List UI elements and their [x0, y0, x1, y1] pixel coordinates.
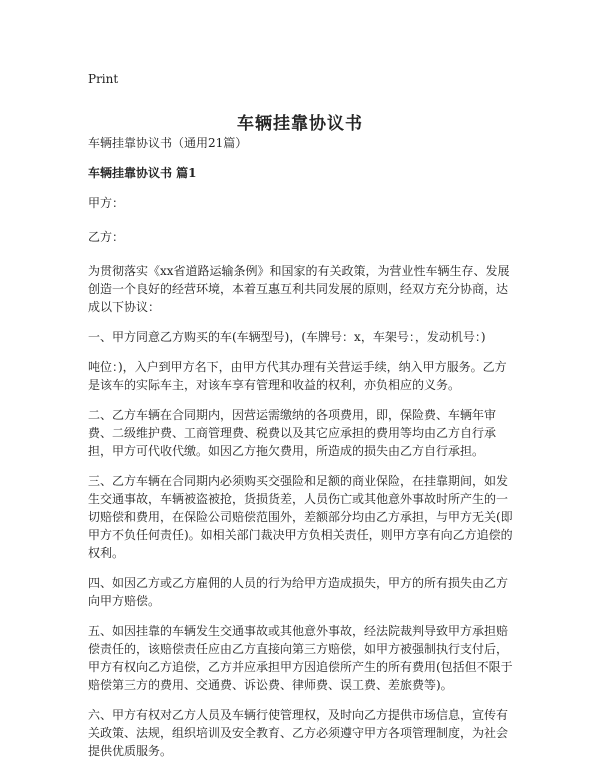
paragraph-clause-5: 五、如因挂靠的车辆发生交通事故或其他意外事故，经法院裁判导致甲方承担赔偿责任的，该赔偿责任应由乙方直接向第三方赔偿，如甲方被强制执行支付后，甲方有权向乙方追偿，乙方并应承担甲方因追偿所产生的所有费用(包括但不限于赔偿第三方的费用、交通费、诉讼费、律师费、误工费、差旅费等)。: [88, 624, 513, 692]
party-a-line: 甲方：: [88, 196, 125, 210]
document-body: [88, 134, 514, 772]
document-subtitle: 车辆挂靠协议书（通用21篇）: [88, 136, 248, 150]
paragraph-clause-4: 四、如因乙方或乙方雇佣的人员的行为给甲方造成损失，甲方的所有损失由乙方向甲方赔偿。: [88, 576, 509, 608]
paragraph-clause-3: 三、乙方车辆在合同期内必须购买交强险和足额的商业保险，在挂靠期间，如发生交通事故，车辆被盗被抢，货损货差，人员伤亡或其他意外事故时所产生的一切赔偿和费用，在保险公司赔偿范围外，差额部分均由乙方承担，与甲方无关(即甲方不负任何责任)。如相关部门裁决甲方负相关责任，则甲方享有向乙方追偿的权利。: [88, 474, 513, 560]
page-title: 车辆挂靠协议书: [237, 114, 363, 135]
party-b-line: 乙方：: [88, 230, 125, 244]
paragraph-clause-1: 一、甲方同意乙方购买的车(车辆型号)，(车牌号：x，车架号：，发动机号：): [88, 330, 486, 344]
print-link[interactable]: Print: [88, 72, 119, 86]
paragraph-intro: 为贯彻落实《xx省道路运输条例》和国家的有关政策，为营业性车辆生存、发展创造一个良好的经营环境，本着互惠互利共同发展的原则，经双方充分协商，达成以下协议：: [88, 264, 510, 314]
paragraph-clause-1-cont: 吨位：)，入户到甲方名下，由甲方代其办理有关营运手续，纳入甲方服务。乙方是该车的实际车主，对该车享有管理和收益的权利，亦负相应的义务。: [88, 360, 507, 392]
paragraph-clause-2: 二、乙方车辆在合同期内，因营运需缴纳的各项费用，即，保险费、车辆年审费、二级维护费、工商管理费、税费以及其它应承担的费用等均由乙方自行承担，甲方可代收代缴。如因乙方拖欠费用，所造成的损失由乙方自行承担。: [88, 408, 497, 458]
paragraph-clause-6: 六、甲方有权对乙方人员及车辆行使管理权，及时向乙方提供市场信息，宣传有关政策、法规，组织培训及安全教育、乙方必须遵守甲方各项管理制度，为社会提供优质服务。: [88, 708, 509, 758]
section-heading: 车辆挂靠协议书 篇1: [88, 166, 197, 180]
